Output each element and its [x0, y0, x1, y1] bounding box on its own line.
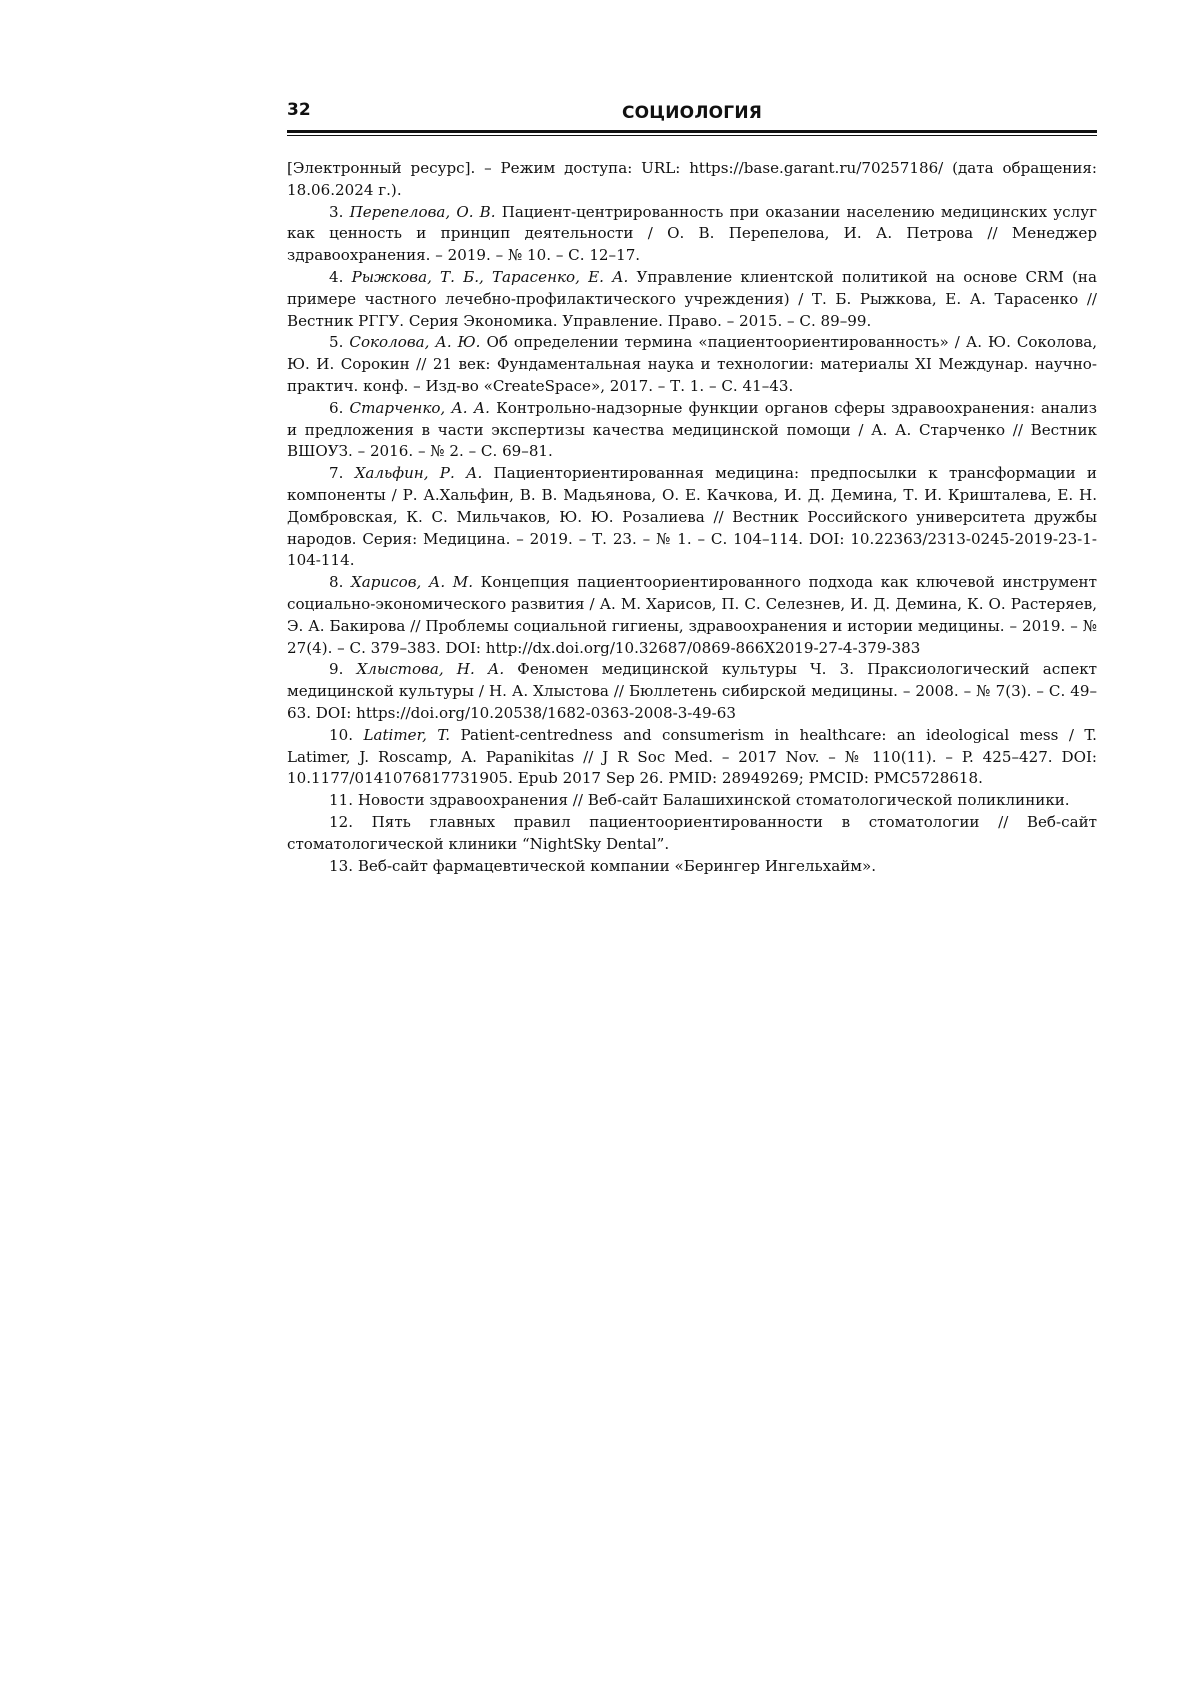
page-number: 32	[287, 100, 311, 120]
reference-number: 11.	[329, 791, 354, 810]
reference-author: Старченко, А. А.	[349, 398, 490, 417]
reference-continuation	[287, 158, 1097, 202]
reference-item	[287, 398, 1097, 463]
reference-item	[287, 463, 1097, 572]
reference-author: Хлыстова, Н. А.	[356, 660, 505, 679]
reference-text: Новости здравоохранения // Веб-сайт Балашихинской стоматологической поликлиники.	[357, 791, 1070, 810]
reference-text: Управление клиентской политикой на основе CRM (на примере частного лечебно-профилактического учреждения) / Т. Б. Рыжкова, Е. А. Тарасенко // Вестник РГГУ. Серия Экономика. Управление. Право. – 2015. – С. 89–99.	[287, 267, 1097, 330]
reference-number: 5.	[329, 333, 344, 352]
reference-author: Хальфин, Р. А.	[354, 464, 483, 483]
reference-list	[287, 158, 1097, 877]
reference-number: 10.	[329, 725, 354, 744]
reference-number: 6.	[329, 398, 344, 417]
reference-number: 8.	[329, 573, 344, 592]
reference-text: Patient-centredness and consumerism in healthcare: an ideological mess / T. Latimer, J. Roscamp, A. Papanikitas // J R Soc Med. – 2017 Nov. – № 110(11). – P. 425–427. DOI: 10.1177/0141076817731905. Epub 2017 Sep 26. PMID: 28949269; PMCID: PMC5728618.	[287, 725, 1097, 788]
reference-text: Контрольно-надзорные функции органов сферы здравоохранения: анализ и предложения в части экспертизы качества медицинской помощи / А. А. Старченко // Вестник ВШОУЗ. – 2016. – № 2. – С. 69–81.	[287, 398, 1097, 461]
header-rule-thin	[287, 135, 1097, 136]
reference-number: 3.	[329, 202, 344, 221]
reference-author: Соколова, А. Ю.	[349, 333, 481, 352]
reference-item	[287, 267, 1097, 332]
reference-text: Пациенториентированная медицина: предпосылки к трансформации и компоненты / Р. А.Хальфин, В. В. Мадьянова, О. Е. Качкова, И. Д. Демина, Т. И. Кришталева, Е. Н. Домбровская, К. С. Мильчаков, Ю. Ю. Розалиева // Вестник Российского университета дружбы народов. Серия: Медицина. – 2019. – Т. 23. – № 1. – С. 104–114. DOI: 10.22363/2313-0245-2019-23-1-104-114.	[287, 464, 1097, 570]
reference-number: 7.	[329, 464, 344, 483]
reference-item	[287, 790, 1097, 812]
reference-item	[287, 812, 1097, 856]
reference-author: Latimer, T.	[363, 725, 451, 744]
reference-item	[287, 572, 1097, 659]
reference-number: 4.	[329, 267, 344, 286]
reference-author: Перепелова, О. В.	[349, 202, 496, 221]
reference-text: Феномен медицинской культуры Ч. 3. Праксиологический аспект медицинской культуры / Н. А. Хлыстова // Бюллетень сибирской медицины. – 2008. – № 7(3). – С. 49–63. DOI: https://doi.org/10.20538/1682-0363-2008-3-49-63	[287, 660, 1097, 722]
reference-author: Харисов, А. М.	[351, 573, 474, 592]
reference-text: Веб-сайт фармацевтической компании «Берингер Ингельхайм».	[357, 856, 877, 875]
reference-item	[287, 202, 1097, 267]
reference-item	[287, 332, 1097, 397]
header-rule-thick	[287, 130, 1097, 133]
reference-text: Пять главных правил пациентоориентированности в стоматологии // Веб-сайт стоматологической клиники “NightSky Dental”.	[287, 812, 1097, 853]
reference-text: Об определении термина «пациентоориентированность» / А. Ю. Соколова, Ю. И. Сорокин // 21 век: Фундаментальная наука и технологии: материалы XI Междунар. научно-практич. конф. – Изд-во «CreateSpace», 2017. – Т. 1. – С. 41–43.	[287, 333, 1097, 395]
reference-text: Пациент-центрированность при оказании населению медицинских услуг как ценность и принцип деятельности / О. В. Перепелова, И. А. Петрова // Менеджер здравоохранения. – 2019. – № 10. – С. 12–17.	[287, 202, 1097, 265]
reference-text: [Электронный ресурс]. – Режим доступа: URL: https://base.garant.ru/70257186/ (дата обращения: 18.06.2024 г.).	[287, 159, 1097, 199]
running-header	[287, 96, 1097, 130]
reference-text: Концепция пациентоориентированного подхода как ключевой инструмент социально-экономического развития / А. М. Харисов, П. С. Селезнев, И. Д. Демина, К. О. Растеряев, Э. А. Бакирова // Проблемы социальной гигиены, здравоохранения и истории медицины. – 2019. – № 27(4). – С. 379–383. DOI: http://dx.doi.org/10.32687/0869-866X2019-27-4-379-383	[287, 573, 1097, 657]
reference-item	[287, 659, 1097, 724]
reference-number: 13.	[329, 856, 354, 875]
reference-item	[287, 856, 1097, 878]
reference-number: 9.	[329, 660, 344, 679]
journal-page	[287, 96, 1097, 877]
reference-number: 12.	[329, 812, 354, 831]
reference-author: Рыжкова, Т. Б., Тарасенко, Е. А.	[351, 267, 629, 286]
section-title: СОЦИОЛОГИЯ	[621, 103, 763, 123]
reference-item	[287, 725, 1097, 790]
